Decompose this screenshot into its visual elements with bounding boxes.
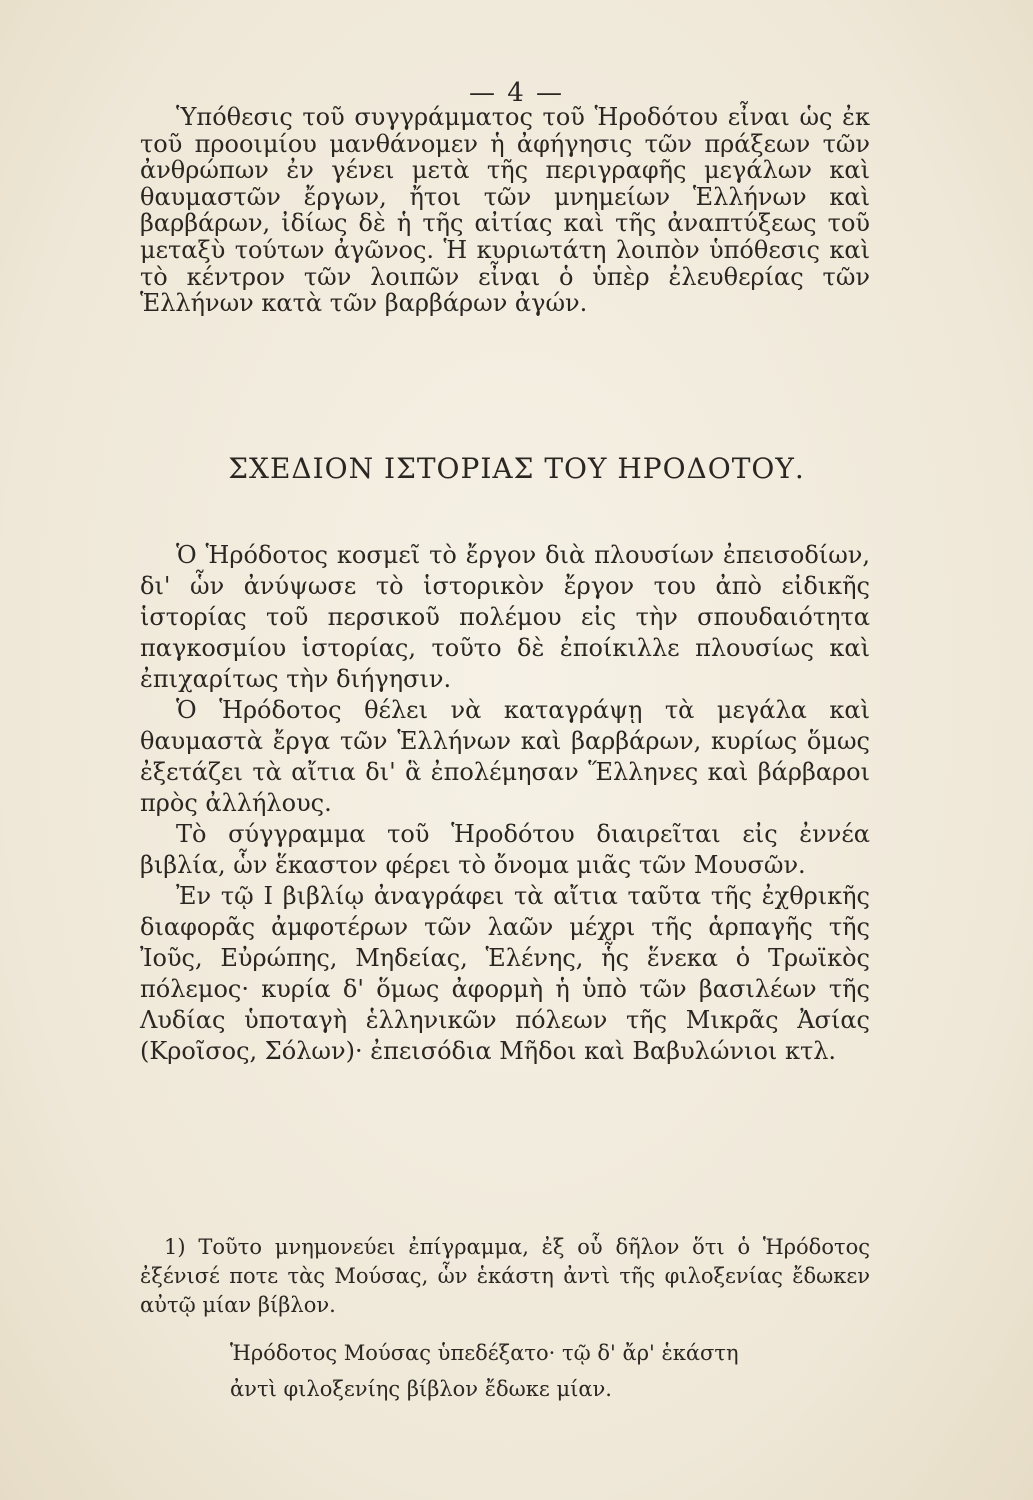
footnote-text: 1) Τοῦτο μνημονεύει ἐπίγραμμα, ἐξ οὗ δῆλον ὅτι ὁ Ἡρόδοτος ἐξένισέ ποτε τὰς Μούσας, ὧν ἑκάστη ἀντὶ τῆς φιλοξενίας ἔδωκεν αὐτῷ μίαν βίβλον. xyxy=(140,1235,870,1317)
paragraph-4: Ἐν τῷ Ι βιβλίῳ ἀναγράφει τὰ αἴτια ταῦτα τῆς ἐχθρικῆς διαφορᾶς ἀμφοτέρων τῶν λαῶν μέχρι τῆς ἁρπαγῆς τῆς Ἰοῦς, Εὐρώπης, Μηδείας, Ἑλένης, ἧς ἕνεκα ὁ Τρωϊκὸς πόλεμος· κυρία δ' ὅμως ἀφορμὴ ἡ ὑπὸ τῶν βασιλέων τῆς Λυδίας ὑποταγὴ ἑλληνικῶν πόλεων τῆς Μικρᾶς Ἀσίας (Κροῖσος, Σόλων)· ἐπεισόδια Μῆδοι καὶ Βαβυλώνιοι κτλ. xyxy=(140,882,870,1065)
intro-paragraph: Ὑπόθεσις τοῦ συγγράμματος τοῦ Ἡροδότου εἶναι ὡς ἐκ τοῦ προοιμίου μανθάνομεν ἡ ἀφήγησις τῶν πράξεων τῶν ἀνθρώπων ἐν γένει μετὰ τῆς περιγραφῆς μεγάλων καὶ θαυμαστῶν ἔργων, ἤτοι τῶν μνημείων Ἑλλήνων καὶ βαρβάρων, ἰδίως δὲ ἡ τῆς αἰτίας καὶ τῆς ἀναπτύξεως τοῦ μεταξὺ τούτων ἀγῶνος. Ἡ κυριωτάτη λοιπὸν ὑπόθεσις καὶ τὸ κέντρον τῶν λοιπῶν εἶναι ὁ ὑπὲρ ἐλευθερίας τῶν Ἑλλήνων κατὰ τῶν βαρβάρων ἀγών. xyxy=(140,103,870,318)
paragraph-2: Ὁ Ἡρόδοτος θέλει νὰ καταγράψῃ τὰ μεγάλα καὶ θαυμαστὰ ἔργα τῶν Ἑλλήνων καὶ βαρβάρων, κυρίως ὅμως ἐξετάζει τὰ αἴτια δι' ἃ ἐπολέμησαν Ἕλληνες καὶ βάρβαροι πρὸς ἀλλήλους. xyxy=(140,696,870,817)
page-number: — 4 — xyxy=(468,78,565,108)
intro-paragraph-block xyxy=(140,104,870,317)
body-text xyxy=(140,540,870,1067)
verse-line-1: Ἡρόδοτος Μούσας ὑπεδέξατο· τῷ δ' ἄρ' ἑκάστη xyxy=(230,1341,739,1365)
epigram-verse xyxy=(230,1335,739,1407)
paragraph-1: Ὁ Ἡρόδοτος κοσμεῖ τὸ ἔργον διὰ πλουσίων ἐπεισοδίων, δι' ὧν ἀνύψωσε τὸ ἱστορικὸν ἔργον του ἀπὸ εἰδικῆς ἱστορίας τοῦ περσικοῦ πολέμου εἰς τὴν σπουδαιότητα παγκοσμίου ἱστορίας, τοῦτο δὲ ἐποίκιλλε πλουσίως καὶ ἐπιχαρίτως τὴν διήγησιν. xyxy=(140,541,870,693)
paragraph-3: Τὸ σύγγραμμα τοῦ Ἡροδότου διαιρεῖται εἰς ἐννέα βιβλία, ὧν ἕκαστον φέρει τὸ ὄνομα μιᾶς τῶν Μουσῶν. xyxy=(140,820,870,879)
section-heading: ΣΧΕΔΙΟΝ ΙΣΤΟΡΙΑΣ ΤΟΥ ΗΡΟΔΟΤΟΥ. xyxy=(228,452,805,485)
verse-line-2: ἀντὶ φιλοξενίης βίβλον ἔδωκε μίαν. xyxy=(230,1377,612,1401)
footnote xyxy=(140,1233,870,1320)
